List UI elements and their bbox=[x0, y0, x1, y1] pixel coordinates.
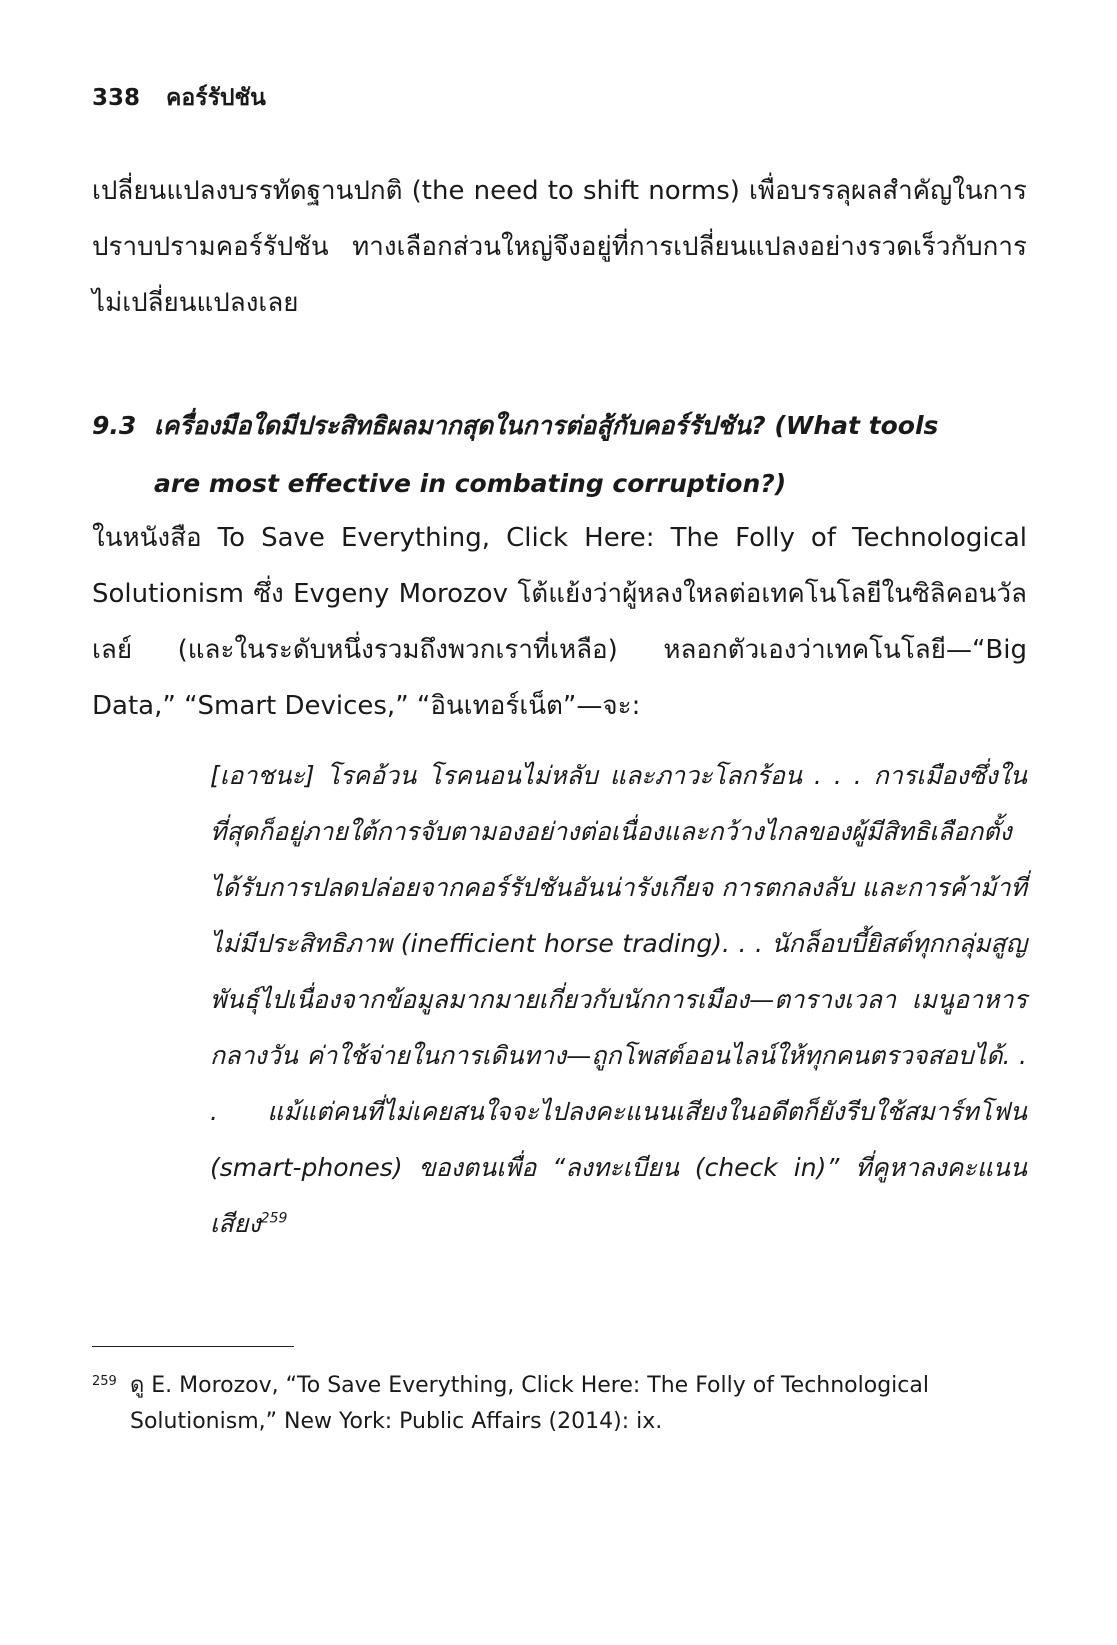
footnote-divider bbox=[92, 1346, 294, 1347]
running-header bbox=[92, 80, 266, 116]
quote-text: [เอาชนะ] โรคอ้วน โรคนอนไม่หลับ และภาวะโลกร้อน . . . การเมืองซึ่งในที่สุดก็อยู่ภายใต้การจับตามองอย่างต่อเนื่องและกว้างไกลของผู้มีสิทธิเลือกตั้ง ได้รับการปลดปล่อยจากคอร์รัปชันอันน่ารังเกียจ การตกลงลับ และการค้าม้าที่ไม่มีประสิทธิภาพ (inefficient horse trading). . . นักล็อบบี้ยิสต์ทุกกลุ่มสูญพันธุ์ไปเนื่องจากข้อมูลมากมายเกี่ยวกับนักการเมือง—ตารางเวลา เมนูอาหารกลางวัน ค่าใช้จ่ายในการเดินทาง—ถูกโพสต์ออนไลน์ให้ทุกคนตรวจสอบได้. . . แม้แต่คนที่ไม่เคยสนใจจะไปลงคะแนนเสียงในอดีตก็ยังรีบใช้สมาร์ทโฟน (smart-phones) ของตนเพื่อ “ลงทะเบียน (check in)” ที่คูหาลงคะแนนเสียง bbox=[210, 761, 1027, 1238]
page-number: 338 bbox=[92, 85, 141, 111]
footnote bbox=[92, 1368, 1027, 1440]
section-heading bbox=[92, 397, 1027, 513]
block-quote bbox=[210, 748, 1027, 1252]
section-title-line1: เครื่องมือใดมีประสิทธิผลมากสุดในการต่อสู้กับคอร์รัปชัน? (What tools bbox=[154, 411, 939, 440]
paragraph-intro: เปลี่ยนแปลงบรรทัดฐานปกติ (the need to shift norms) เพื่อบรรลุผลสำคัญในการปราบปรามคอร์รัปชัน ทางเลือกส่วนใหญ่จึงอยู่ที่การเปลี่ยนแปลงอย่างรวดเร็วกับการไม่เปลี่ยนแปลงเลย bbox=[92, 176, 1027, 318]
footnote-reference: 259 bbox=[260, 1210, 288, 1227]
section-number: 9.3 bbox=[92, 411, 137, 440]
footnote-text: ดู E. Morozov, “To Save Everything, Click Here: The Folly of Technological Solutionism,” New York: Public Affairs (2014): ix. bbox=[130, 1373, 929, 1434]
running-title: คอร์รัปชัน bbox=[166, 85, 266, 111]
paragraph-morozov: ในหนังสือ To Save Everything, Click Here: The Folly of Technological Solutionism ซึ่ง Evgeny Morozov โต้แย้งว่าผู้หลงใหลต่อเทคโนโลยีในซิลิคอนวัลเลย์ (และในระดับหนึ่งรวมถึงพวกเราที่เหลือ) หลอกตัวเองว่าเทคโนโลยี—“Big Data,” “Smart Devices,” “อินเทอร์เน็ต”—จะ: bbox=[92, 523, 1027, 721]
section-title-line2: are most effective in combating corruption?) bbox=[154, 469, 787, 498]
footnote-number: 259 bbox=[92, 1374, 117, 1389]
